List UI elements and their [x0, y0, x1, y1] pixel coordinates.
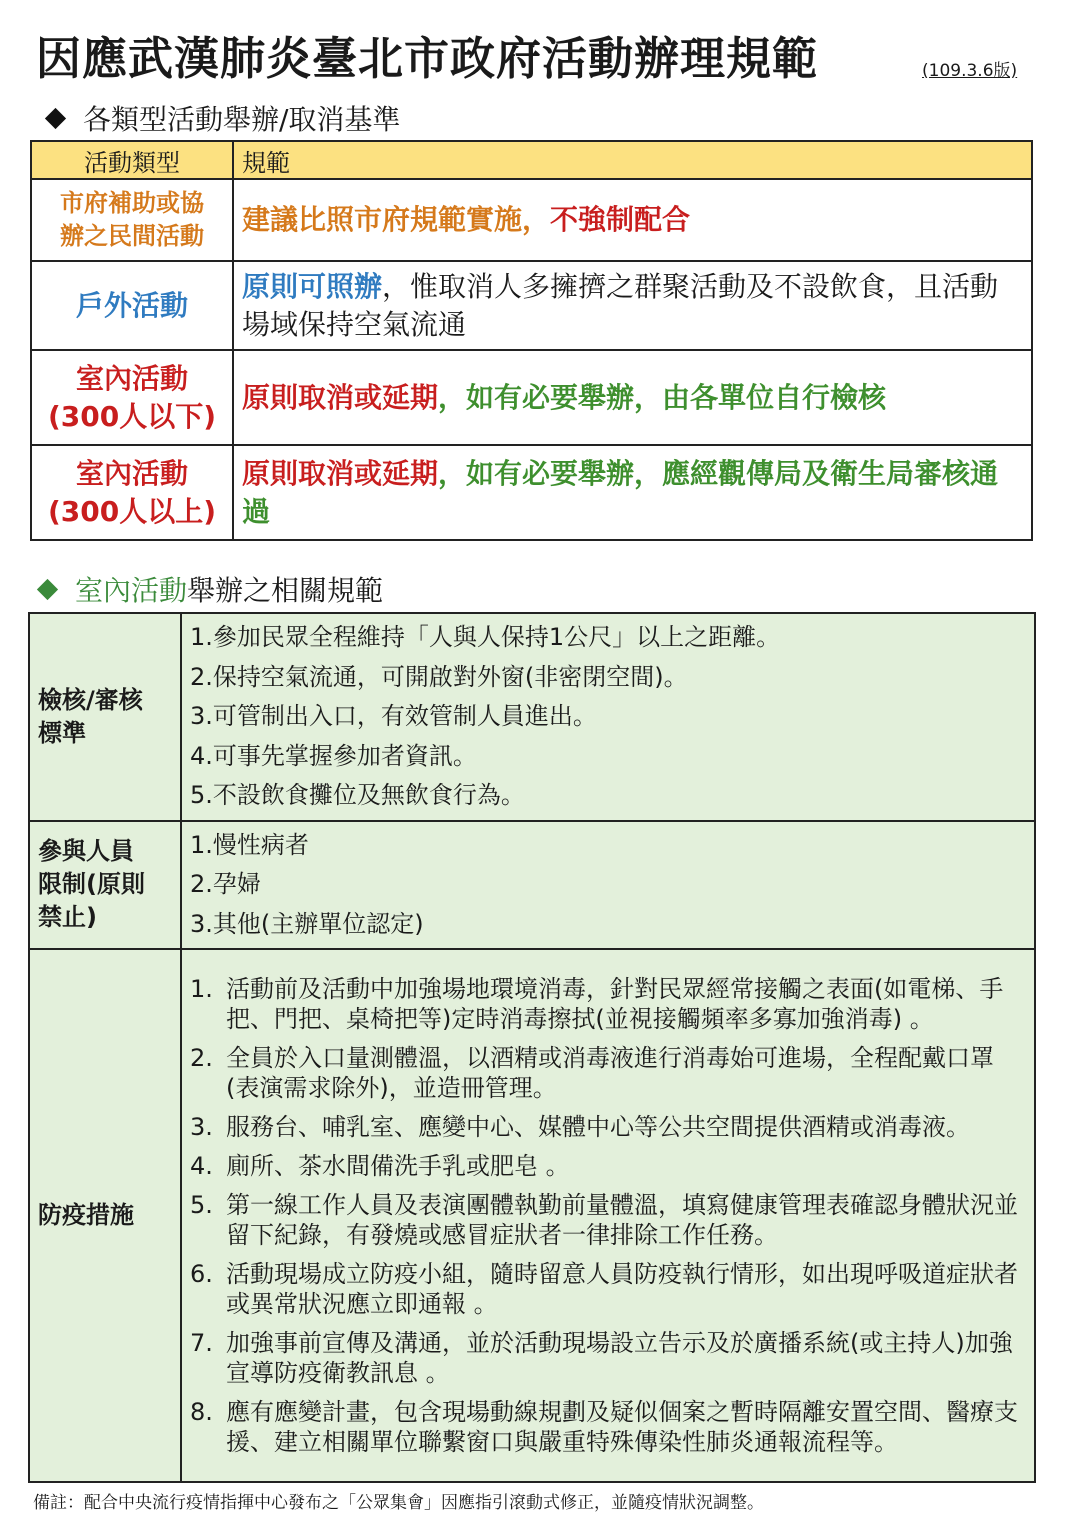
table1-row	[31, 445, 1032, 540]
diamond-bullet-icon	[45, 107, 66, 128]
activity-type-cell	[31, 350, 233, 445]
item-number: 4.	[190, 1151, 213, 1180]
rule-text-segment: ，惟取消人多擁擠之群聚活動及不設飲食，且活動場域保持空氣流通	[242, 269, 999, 341]
section2-heading-green: 室內活動	[75, 574, 188, 607]
table1-header-row	[31, 141, 1032, 179]
item-number: 6.	[190, 1259, 213, 1288]
item-text: 活動現場成立防疫小組，隨時留意人員防疫執行情形，如出現呼吸道症狀者或異常狀況應立即通報 。	[226, 1259, 1018, 1318]
page-title: 因應武漢肺炎臺北市政府活動辦理規範	[36, 32, 819, 85]
rule-cell	[233, 445, 1032, 540]
activity-type-cell	[31, 179, 233, 261]
participant-restriction-list	[181, 821, 1035, 950]
item-text: 活動前及活動中加強場地環境消毒，針對民眾經常接觸之表面(如電梯、手把、門把、桌椅把等)定時消毒擦拭(並視接觸頻率多寡加強消毒) 。	[226, 974, 1004, 1033]
table1-row	[31, 179, 1032, 261]
table1-row	[31, 350, 1032, 445]
list-item: 3.其他(主辦單位認定)	[190, 909, 424, 938]
diamond-bullet-icon	[37, 578, 58, 599]
section1-heading-text: 各類型活動舉辦/取消基準	[83, 103, 401, 136]
prevention-item	[190, 1328, 1026, 1388]
rule-text-segment: 建議比照市府規範實施，	[242, 203, 551, 236]
prevention-measures-label: 防疫措施	[29, 949, 181, 1482]
activity-type-cell	[31, 445, 233, 540]
prevention-item	[190, 1259, 1026, 1319]
list-item: 4.可事先掌握參加者資訊。	[190, 741, 477, 770]
activity-type-table	[30, 140, 1033, 541]
label-line: 標準	[38, 718, 86, 747]
activity-type-line: 戶外活動	[75, 288, 188, 322]
section2-heading	[30, 569, 383, 609]
participant-restriction-row	[29, 821, 1035, 950]
item-text: 服務台、哺乳室、應變中心、媒體中心等公共空間提供酒精或消毒液。	[226, 1112, 970, 1141]
participant-restriction-label	[29, 821, 181, 950]
check-standard-list	[181, 613, 1035, 821]
list-item: 1.慢性病者	[190, 830, 309, 859]
prevention-measures-list	[181, 949, 1035, 1482]
item-number: 8.	[190, 1397, 213, 1426]
title-row	[36, 22, 1036, 92]
item-text: 應有應變計畫，包含現場動線規劃及疑似個案之暫時隔離安置空間、醫療支援、建立相關單位聯繫窗口與嚴重特殊傳染性肺炎通報流程等。	[226, 1397, 1018, 1456]
check-standard-row	[29, 613, 1035, 821]
prevention-item	[190, 1043, 1026, 1103]
section1-heading	[38, 98, 400, 138]
prevention-item	[190, 1397, 1026, 1457]
rule-text-segment: 原則取消或延期	[242, 456, 439, 490]
item-text: 加強事前宣傳及溝通，並於活動現場設立告示及於廣播系統(或主持人)加強宣導防疫衛教訊息 。	[226, 1328, 1013, 1387]
prevention-measures-row	[29, 949, 1035, 1482]
activity-type-line: (300人以下)	[47, 399, 217, 433]
list-item: 5.不設飲食攤位及無飲食行為。	[190, 781, 525, 809]
rule-text-segment: 原則取消或延期	[242, 380, 439, 414]
item-text: 廁所、茶水間備洗手乳或肥皂 。	[226, 1151, 570, 1180]
check-standard-label	[29, 613, 181, 821]
item-number: 2.	[190, 1043, 213, 1072]
item-number: 7.	[190, 1328, 213, 1357]
rule-cell	[233, 261, 1032, 350]
activity-type-line: 辦之民間活動	[60, 222, 204, 250]
activity-type-line: 市府補助或協	[60, 189, 204, 217]
header-activity-type: 活動類型	[31, 141, 233, 179]
rule-text-segment: ，如有必要舉辦，應經觀傳局及衛生局審核通過	[242, 456, 999, 528]
prevention-item	[190, 1112, 1026, 1142]
item-text: 第一線工作人員及表演團體執勤前量體溫，填寫健康管理表確認身體狀況並留下紀錄，有發燒或感冒症狀者一律排除工作任務。	[226, 1190, 1018, 1249]
label-line: 檢核/審核	[38, 685, 143, 714]
version-label: (109.3.6版)	[922, 61, 1018, 81]
item-number: 1.	[190, 974, 213, 1003]
rule-cell	[233, 350, 1032, 445]
item-number: 3.	[190, 1112, 213, 1141]
list-item: 3.可管制出入口，有效管制人員進出。	[190, 702, 597, 730]
prevention-item	[190, 1190, 1026, 1250]
rule-text-segment: 不強制配合	[550, 203, 691, 236]
activity-type-line: 室內活動	[75, 361, 188, 395]
prevention-item	[190, 974, 1026, 1034]
header-rule: 規範	[233, 141, 1032, 179]
table1-row	[31, 261, 1032, 350]
activity-type-line: 室內活動	[75, 456, 188, 490]
prevention-item	[190, 1151, 1026, 1181]
list-item: 2.保持空氣流通，可開啟對外窗(非密閉空間)。	[190, 662, 688, 691]
activity-type-cell	[31, 261, 233, 350]
section2-heading-rest: 舉辦之相關規範	[187, 574, 384, 607]
list-item: 1.參加民眾全程維持「人與人保持1公尺」以上之距離。	[190, 623, 781, 651]
item-text: 全員於入口量測體溫，以酒精或消毒液進行消毒始可進場，全程配戴口罩(表演需求除外)，並造冊管理。	[226, 1043, 994, 1102]
label-line: 禁止)	[38, 903, 97, 932]
footnote: 備註：配合中央流行疫情指揮中心發布之「公眾集會」因應指引滾動式修正，並隨疫情狀況調整。	[33, 1493, 764, 1513]
label-line: 限制(原則	[38, 870, 145, 899]
rule-cell	[233, 179, 1032, 261]
rule-text-segment: ，如有必要舉辦，由各單位自行檢核	[438, 380, 887, 414]
indoor-rules-table	[28, 612, 1036, 1483]
activity-type-line: (300人以上)	[47, 494, 217, 528]
list-item: 2.孕婦	[190, 870, 261, 898]
rule-text-segment: 原則可照辦	[242, 269, 383, 303]
label-line: 參與人員	[38, 837, 134, 866]
item-number: 5.	[190, 1190, 213, 1219]
